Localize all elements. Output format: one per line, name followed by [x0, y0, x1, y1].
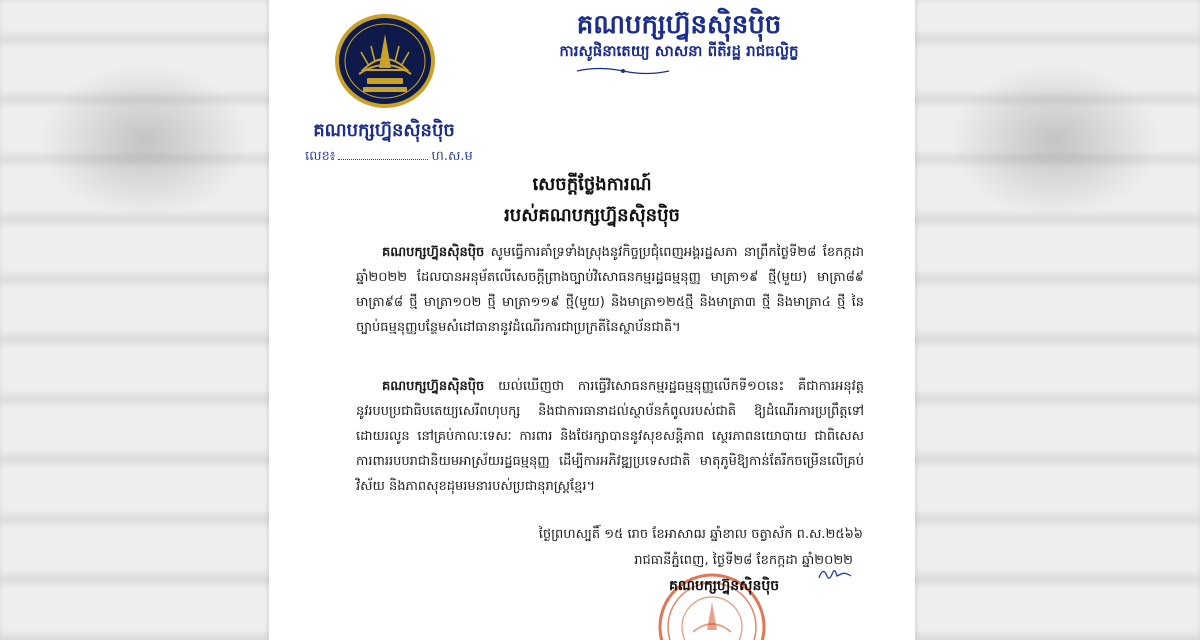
statement-paragraph-1: [356, 240, 864, 340]
document-title-line-1: សេចក្តីថ្លែងការណ៍: [532, 174, 652, 195]
background-blur-right: [910, 0, 1200, 640]
party-emblem-graphic: [333, 12, 437, 110]
left-header-org-name: គណបក្សហ្វ៊ុនស៊ិនប៉ិច: [313, 120, 455, 141]
reference-label: លេខ៖: [305, 149, 336, 164]
reference-number: [305, 148, 473, 167]
signer-org-name: គណបក្សហ្វ៊ុនស៊ិនប៉ិច: [669, 578, 780, 594]
header-slogan: ការសូផិនាតេយ្យ សាសនា ពីតិរដ្ឋ រាជធល្លិក្ខ: [559, 42, 799, 60]
paragraph-2-lead: គណបក្សហ្វ៊ុនស៊ិនប៉ិច: [382, 379, 485, 394]
header-org-name: គណបក្សហ្វ៊ុនស៊ិនប៉ិច: [576, 10, 782, 40]
reference-suffix: ហ.ស.ម: [431, 149, 473, 164]
signature-icon: [817, 562, 853, 584]
document-page: [269, 0, 915, 640]
date-lunar: ថ្ងៃព្រហស្បតិ៍ ១៥ រោច ខែអាសាឍ ឆ្នាំខាល ចត្វាស័ក ព.ស.២៥៦៦: [538, 527, 863, 542]
paragraph-1-lead: គណបក្សហ្វ៊ុនស៊ិនប៉ិច: [382, 245, 485, 260]
background-blur-left: [0, 0, 290, 640]
ornament-divider-icon: [575, 66, 671, 76]
reference-handwritten-blank: [338, 159, 428, 160]
document-title-line-2: របស់គណបក្សហ្វ៊ុនស៊ិនប៉ិច: [504, 205, 680, 226]
statement-paragraph-2: [356, 374, 864, 499]
date-solar: រាជធានីភ្នំពេញ, ថ្ងៃទី២៨ ខែកក្កដា ឆ្នាំ២០២២: [634, 553, 853, 568]
paragraph-1-body: សូមធ្វើការគាំទ្រទាំងស្រុងនូវកិច្ចប្រជុំពេញអង្គរដ្ឋសភា នាព្រឹកថ្ងៃទី២៨ ខែកក្កដា ឆ្នាំ២០២២ ដែលបានអនុម័តលើសេចក្តីព្រាងច្បាប់វិសោធនកម្មរដ្ឋធម្មនុញ្ញ មាត្រា១៩ ថ្មី(មួយ) មាត្រា៨៩ មាត្រា៩៨ ថ្មី មាត្រា១០២ ថ្មី មាត្រា១១៩ ថ្មី(មួយ) និងមាត្រា១២៥ថ្មី និងមាត្រា៣ ថ្មី និងមាត្រា៤ ថ្មី នៃច្បាប់ធម្មនុញ្ញបន្ថែមសំដៅធានានូវដំណើរការជាប្រក្រតីនៃស្ថាប័នជាតិ។: [356, 245, 864, 335]
paragraph-2-body: យល់ឃើញថា ការធ្វើវិសោធនកម្មរដ្ឋធម្មនុញ្ញលើកទី១០នេះ គឺជាការអនុវត្តនូវរបបប្រជាធិបតេយ្យសេរីពហុបក្ស និងជាការធានាដល់ស្ថាប័នកំពូលរបស់ជាតិ ឱ្យដំណើរការប្រព្រឹត្តទៅដោយរលូន នៅគ្រប់កាលៈទេសៈ ការពារ និងថែរក្សាបាននូវសុខសន្តិភាព ស្ថេរភាពនយោបាយ ជាពិសេសការពាររបបរាជានិយមអាស្រ័យរដ្ឋធម្មនុញ្ញ ដើម្បីការអភិវឌ្ឍប្រទេសជាតិ មាតុភូមិឱ្យកាន់តែរីកចម្រើនលើគ្រប់វិស័យ និងភាពសុខដុមរមនារបស់ប្រជានុរាស្ត្រខ្មែរ។: [356, 379, 864, 494]
party-emblem-icon: [333, 12, 437, 110]
